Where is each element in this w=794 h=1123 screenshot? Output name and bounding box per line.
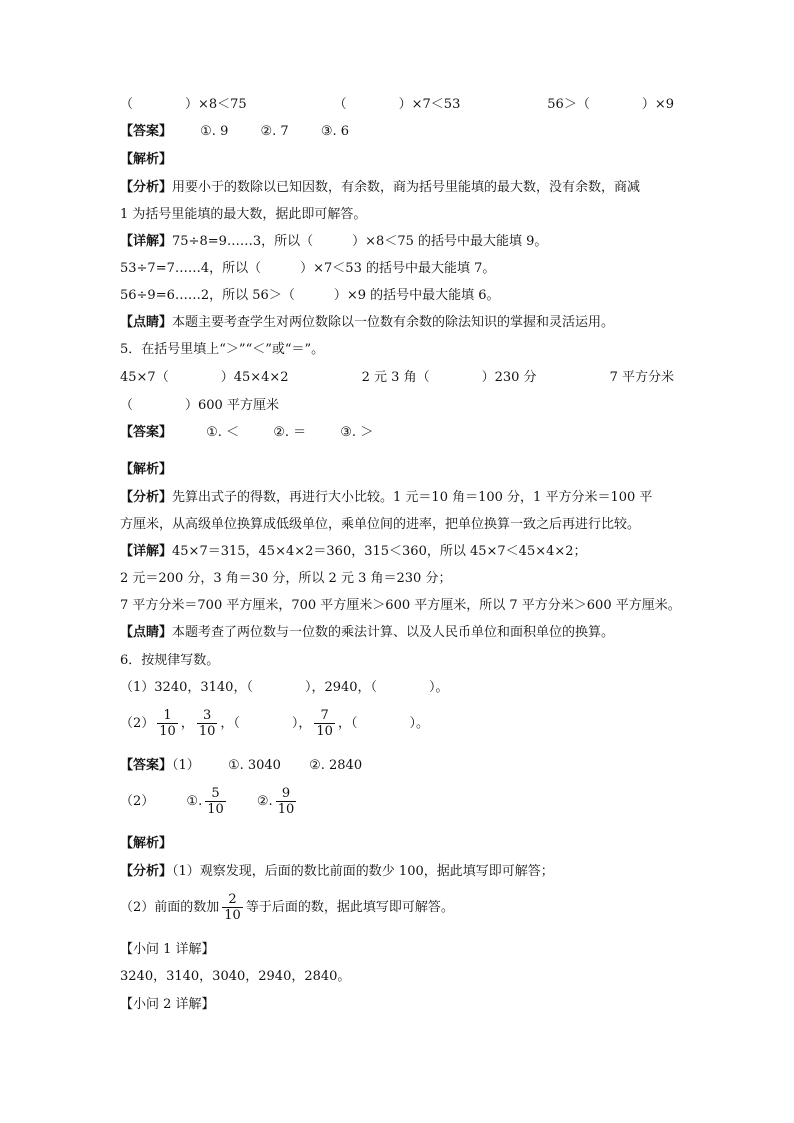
q6-answer	[120, 756, 674, 776]
q6-fenxi	[120, 862, 674, 882]
q4-fenxi	[120, 178, 674, 198]
fenxi-label: 【分析】	[120, 180, 173, 195]
fenxi-label: 【分析】	[120, 864, 173, 879]
fenxi2-suffix: 等于后面的数，据此填写即可解答。	[245, 900, 454, 915]
fraction-numerator: 7	[320, 708, 329, 723]
q4-detail-line2: 53÷7=7……4，所以（ ）×7＜53 的括号中最大能填 7。	[120, 261, 496, 276]
q6-jiexi-label: 【解析】	[120, 836, 173, 851]
q5-title: 5．在括号里填上“＞”“＜”或“＝”。	[120, 342, 325, 357]
fraction-numerator: 2	[228, 892, 237, 907]
fraction	[197, 708, 218, 739]
answer-label: 【答案】	[120, 758, 173, 773]
fenxi-text: （1）观察发现，后面的数比前面的数少 100，据此填写即可解答；	[172, 864, 554, 879]
fraction-denominator: 10	[198, 724, 216, 739]
answer-item: ①. ＜	[206, 425, 240, 440]
dianjing-label: 【点睛】	[120, 625, 173, 640]
q5-jiexi-label: 【解析】	[120, 462, 173, 477]
detail-label: 【详解】	[120, 234, 173, 249]
q4-detail	[120, 232, 674, 252]
detail-label: 【详解】	[120, 544, 173, 559]
q4-dianjing	[120, 313, 674, 333]
q6-answer2	[120, 784, 674, 820]
fenxi-label: 【分析】	[120, 490, 173, 505]
fraction	[222, 892, 243, 923]
q6-sub1-label: 【小问 1 详解】	[120, 942, 215, 957]
q5-answer	[120, 423, 674, 443]
fraction-denominator: 10	[207, 802, 224, 817]
q4-jiexi-label: 【解析】	[120, 152, 173, 167]
answer-label: 【答案】	[120, 425, 173, 440]
fraction-numerator: 3	[202, 708, 212, 723]
dianjing-text: 本题考查了两位数与一位数的乘法计算、以及人民币单位和面积单位的换算。	[172, 625, 615, 640]
fraction	[276, 786, 297, 817]
q5-line2: （ ）600 平方厘米	[120, 398, 279, 413]
q5-fenxi-line2: 方厘米，从高级单位换算成低级单位，乘单位间的进率，把单位换算一致之后再进行比较。	[120, 517, 641, 532]
dianjing-label: 【点睛】	[120, 315, 173, 330]
fraction-numerator: 9	[281, 786, 291, 801]
answer-item: ③. 6	[320, 124, 350, 139]
answer-label: 【答案】	[120, 124, 173, 139]
answer-part: （1）	[172, 758, 200, 773]
q5-detail	[120, 542, 674, 562]
detail-text: 75÷8=9……3，所以（ ）×8＜75 的括号中最大能填 9。	[172, 234, 548, 249]
answer-item: ②.	[256, 794, 273, 809]
fraction	[157, 708, 178, 739]
fraction	[205, 786, 226, 817]
fraction	[314, 708, 335, 739]
answer-item: ②. 7	[260, 124, 289, 139]
q6-part2-prefix: （2）	[120, 716, 155, 731]
q4-blank-b: （ ）×7＜53	[333, 97, 461, 112]
fraction-denominator: 10	[316, 724, 333, 739]
q4-blank-c: 56＞（ ）×9	[547, 97, 674, 112]
answer-item: ①. 3040	[227, 758, 281, 773]
q4-detail-line3: 56÷9=6……2，所以 56＞（ ）×9 的括号中最大能填 6。	[120, 288, 500, 303]
q6-part2-mid: ，（ ），	[220, 716, 312, 731]
q5-fenxi	[120, 488, 674, 508]
fraction-denominator: 10	[159, 724, 176, 739]
answer-item: ②. ＝	[273, 425, 307, 440]
fraction-denominator: 10	[277, 802, 295, 817]
q6-title: 6．按规律写数。	[120, 653, 220, 668]
q4-fenxi-line2: 1 为括号里能填的最大数，据此即可解答。	[120, 207, 367, 222]
q5-item-a: 45×7（ ）45×4×2	[120, 370, 289, 385]
answer-item: ①. 9	[200, 124, 229, 139]
answer-item: ③. ＞	[340, 425, 374, 440]
q5-item-c: 7 平方分米	[609, 370, 674, 385]
q5-detail-line3: 7 平方分米＝700 平方厘米，700 平方厘米＞600 平方厘米，所以 7 平方分米＞600 平方厘米。	[120, 598, 681, 613]
q5-line1	[120, 368, 674, 388]
q6-part2-end: ，（ ）。	[337, 716, 429, 731]
q5-dianjing	[120, 623, 674, 643]
q6-sub2-label: 【小问 2 详解】	[120, 997, 215, 1012]
answer-item: ①.	[186, 794, 203, 809]
q4-blank-line	[120, 95, 674, 115]
q6-fenxi-line2	[120, 890, 674, 926]
q4-answer	[120, 122, 674, 142]
q4-blank-a: （ ）×8＜75	[120, 97, 247, 112]
q5-detail-line2: 2 元＝200 分，3 角＝30 分，所以 2 元 3 角＝230 分；	[120, 571, 452, 586]
detail-text: 45×7＝315，45×4×2＝360，315＜360，所以 45×7＜45×4×2；	[172, 544, 587, 559]
answer-item: ②. 2840	[309, 758, 363, 773]
fenxi2-prefix: （2）前面的数加	[120, 900, 220, 915]
fenxi-text: 先算出式子的得数，再进行大小比较。1 元＝10 角＝100 分，1 平方分米＝100 平	[172, 490, 653, 505]
q6-part1: （1）3240，3140，（ ），2940，（ ）。	[120, 680, 449, 695]
dianjing-text: 本题主要考查学生对两位数除以一位数有余数的除法知识的掌握和灵活运用。	[172, 315, 615, 330]
fraction-numerator: 5	[211, 786, 220, 801]
fraction-numerator: 1	[163, 708, 172, 723]
q5-item-b: 2 元 3 角（ ）230 分	[361, 370, 537, 385]
q6-part2: （2） $\frac{1}{10}$ ， $\frac{3}{10}$ ，（ ）， $\frac{7}{10}$ ，（ ）。	[120, 708, 429, 739]
fenxi-text: 用要小于的数除以已知因数，有余数，商为括号里能填的最大数，没有余数，商减	[172, 180, 641, 195]
answer-part: （2）	[120, 794, 155, 809]
q6-sub1-text: 3240，3140，3040，2940，2840。	[120, 969, 351, 984]
fraction-denominator: 10	[224, 908, 241, 923]
